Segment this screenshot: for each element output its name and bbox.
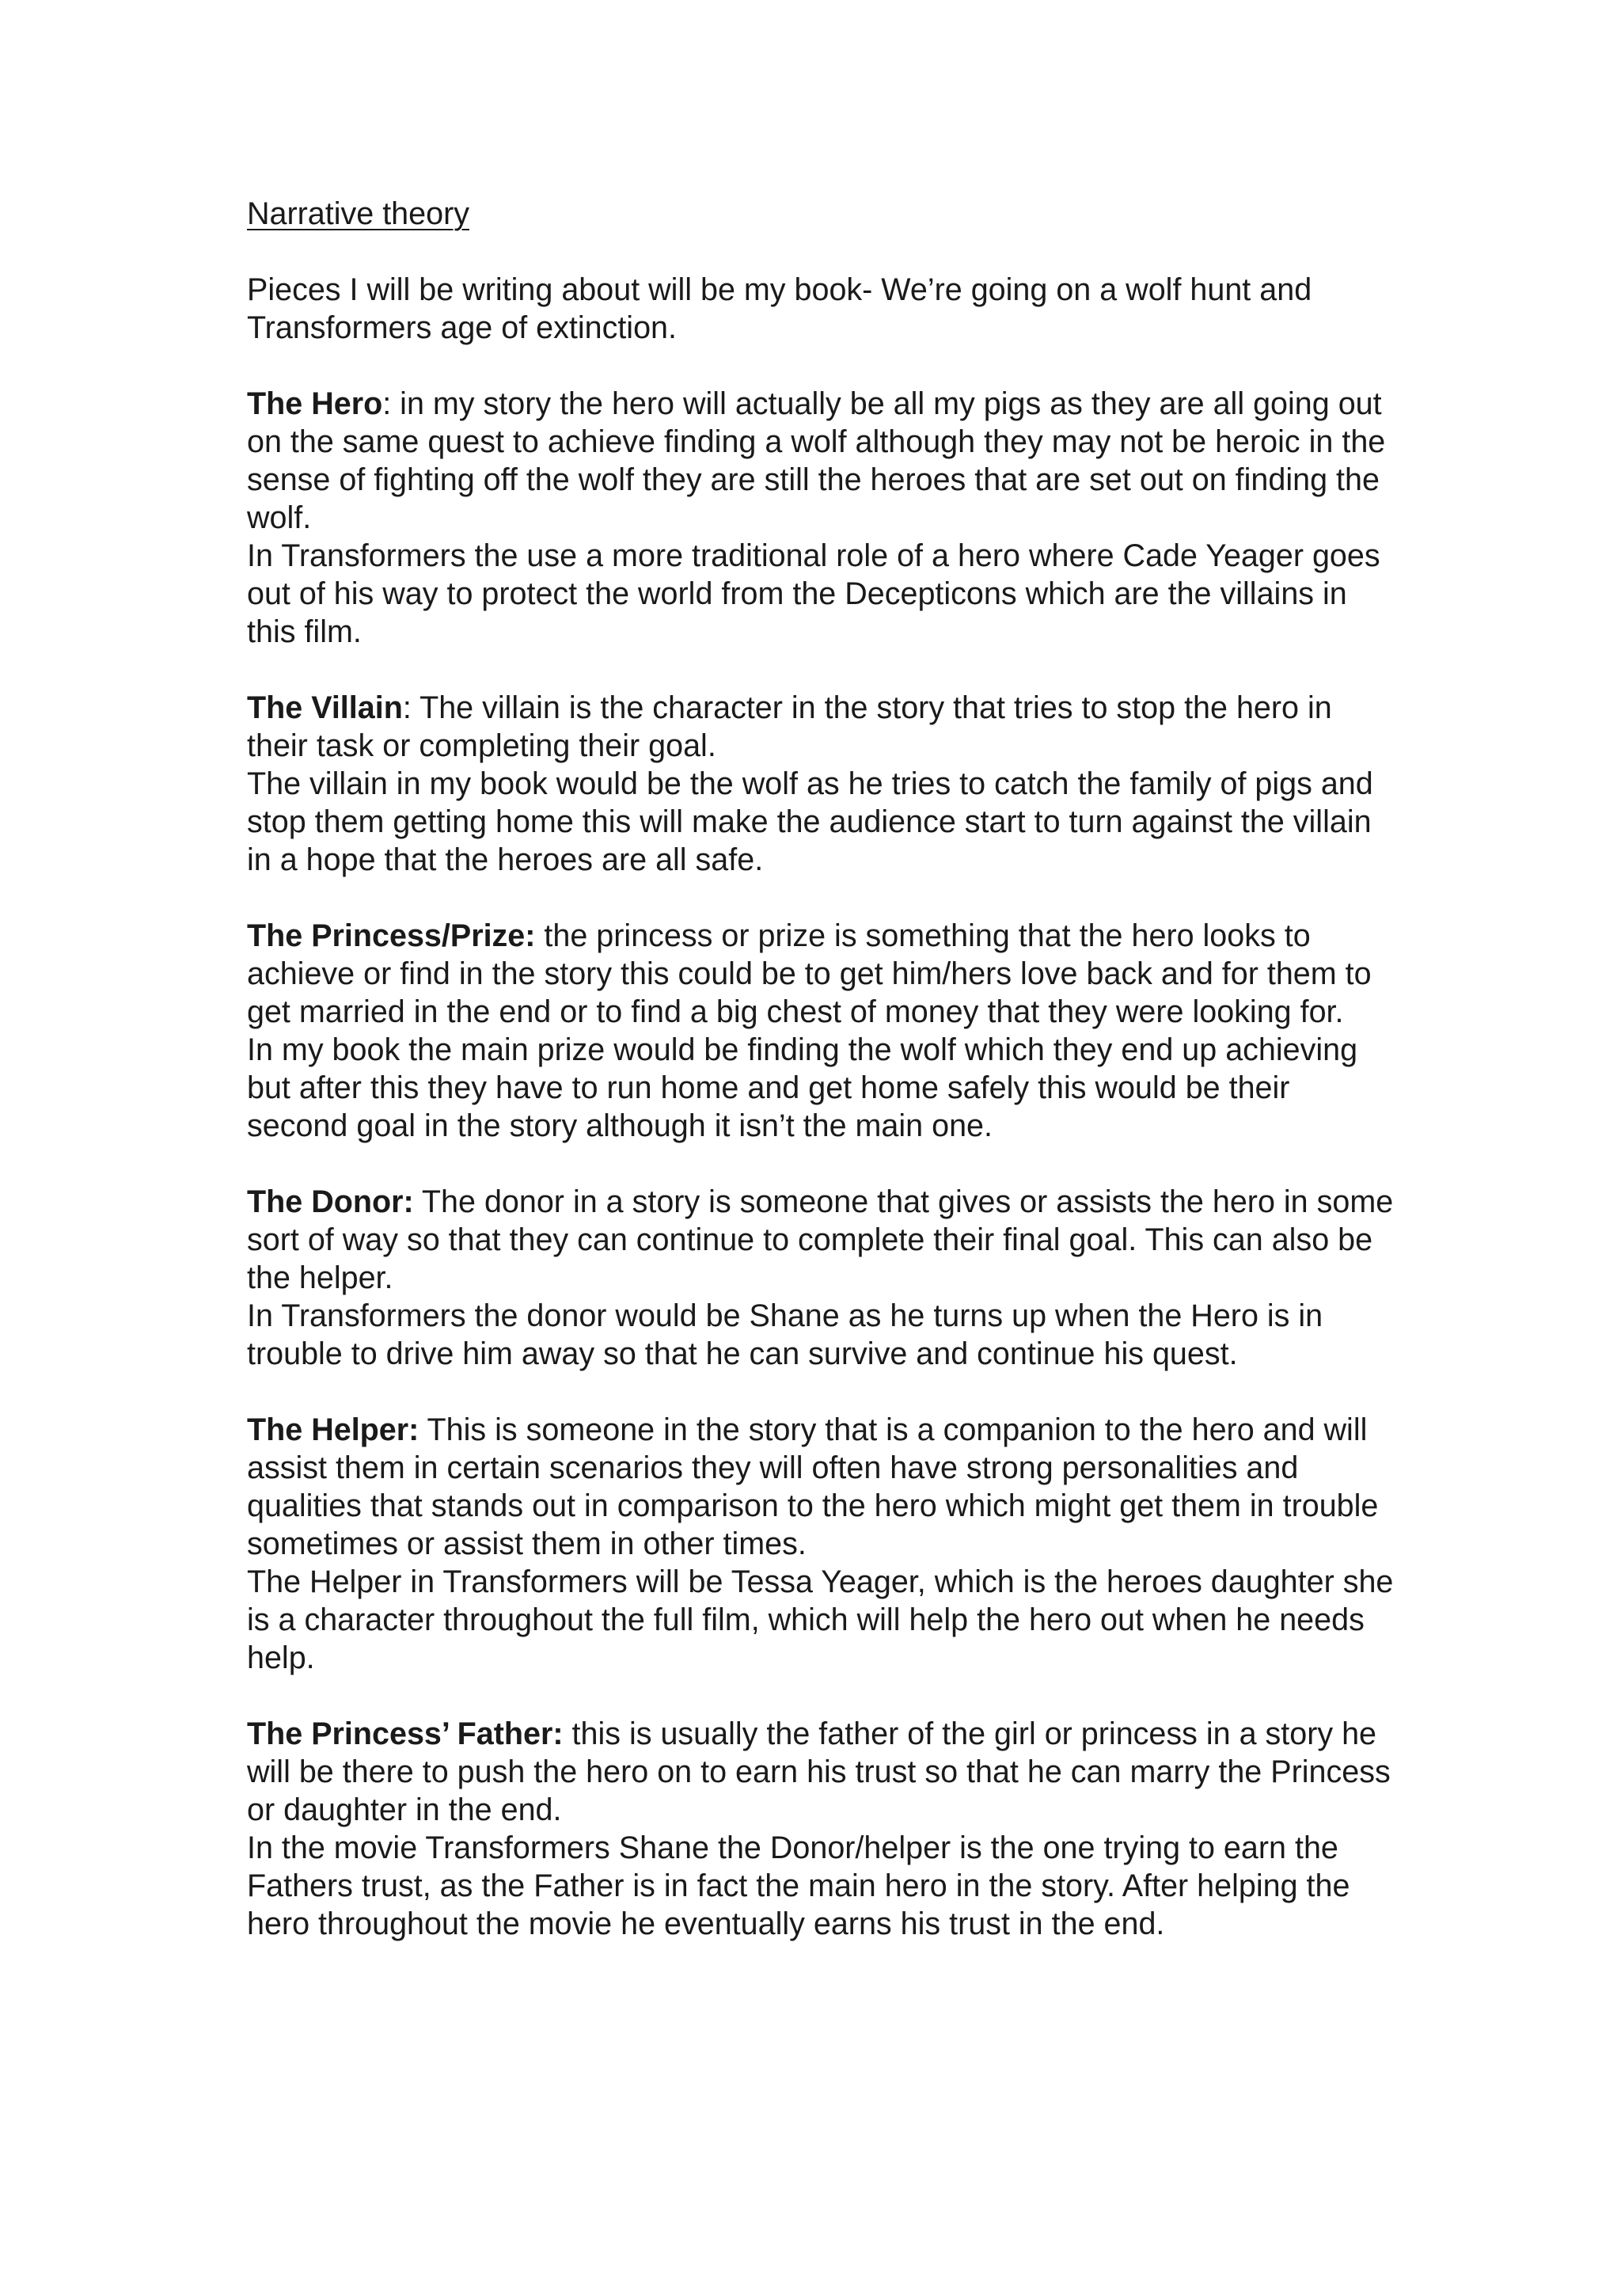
princess-father-definition-text: this is usually the father of the girl or princess in a story he will be there to push the hero on to earn his trust so that he can marry the Princess or daughter in the end. bbox=[247, 1716, 1391, 1827]
hero-definition-text: in my story the hero will actually be all my pigs as they are all going out on the same quest to achieve finding a wolf although they may not be heroic in the sense of fighting off the wolf they are still the heroes that are set out on finding the wolf. bbox=[247, 386, 1386, 535]
hero-heading: The Hero bbox=[247, 386, 383, 421]
document-body bbox=[247, 195, 1395, 1981]
hero-separator: : bbox=[382, 386, 392, 421]
helper-definition bbox=[247, 1411, 1395, 1563]
helper-example: The Helper in Transformers will be Tessa Yeager, which is the heroes daughter she is a character throughout the full film, which will help the hero out when he needs help. bbox=[247, 1564, 1394, 1675]
princess-father-example: In the movie Transformers Shane the Donor/helper is the one trying to earn the Fathers trust, as the Father is in fact the main hero in the story. After helping the hero throughout the movie he eventually earns his trust in the end. bbox=[247, 1830, 1350, 1941]
helper-definition-text: This is someone in the story that is a companion to the hero and will assist them in certain scenarios they will often have strong personalities and qualities that stands out in comparison to the hero which might get them in trouble sometimes or assist them in other times. bbox=[247, 1412, 1379, 1561]
villain-definition bbox=[247, 689, 1395, 765]
section-princess-father bbox=[247, 1715, 1395, 1943]
princess-prize-example: In my book the main prize would be finding the wolf which they end up achieving but after this they have to run home and get home safely this would be their second goal in the story although it isn’t the main one. bbox=[247, 1032, 1358, 1143]
princess-father-definition bbox=[247, 1715, 1395, 1829]
donor-definition bbox=[247, 1183, 1395, 1297]
section-helper bbox=[247, 1411, 1395, 1677]
princess-prize-definition-text: the princess or prize is something that the hero looks to achieve or find in the story this could be to get him/hers love back and for them to get married in the end or to find a big chest of money that they were looking for. bbox=[247, 918, 1372, 1029]
donor-heading: The Donor: bbox=[247, 1184, 414, 1219]
villain-heading: The Villain bbox=[247, 690, 403, 725]
helper-heading: The Helper: bbox=[247, 1412, 419, 1447]
villain-definition-text: The villain is the character in the story that tries to stop the hero in their task or completing their goal. bbox=[247, 690, 1332, 763]
hero-example: In Transformers the use a more traditional role of a hero where Cade Yeager goes out of his way to protect the world from the Decepticons which are the villains in this film. bbox=[247, 538, 1380, 649]
donor-definition-text: The donor in a story is someone that gives or assists the hero in some sort of way so that they can continue to complete their final goal. This can also be the helper. bbox=[247, 1184, 1394, 1295]
hero-definition bbox=[247, 385, 1395, 537]
section-hero bbox=[247, 385, 1395, 651]
section-donor bbox=[247, 1183, 1395, 1373]
section-villain bbox=[247, 689, 1395, 879]
section-princess-prize bbox=[247, 917, 1395, 1145]
princess-father-heading: The Princess’ Father: bbox=[247, 1716, 564, 1751]
villain-example: The villain in my book would be the wolf as he tries to catch the family of pigs and stop them getting home this will make the audience start to turn against the villain in a hope that the heroes are all safe. bbox=[247, 766, 1373, 877]
villain-separator: : bbox=[402, 690, 412, 725]
princess-prize-heading: The Princess/Prize: bbox=[247, 918, 536, 953]
document-title: Narrative theory bbox=[247, 196, 469, 231]
princess-prize-definition bbox=[247, 917, 1395, 1031]
intro-paragraph: Pieces I will be writing about will be my book- We’re going on a wolf hunt and Transformers age of extinction. bbox=[247, 272, 1312, 345]
donor-example: In Transformers the donor would be Shane as he turns up when the Hero is in trouble to drive him away so that he can survive and continue his quest. bbox=[247, 1298, 1323, 1371]
